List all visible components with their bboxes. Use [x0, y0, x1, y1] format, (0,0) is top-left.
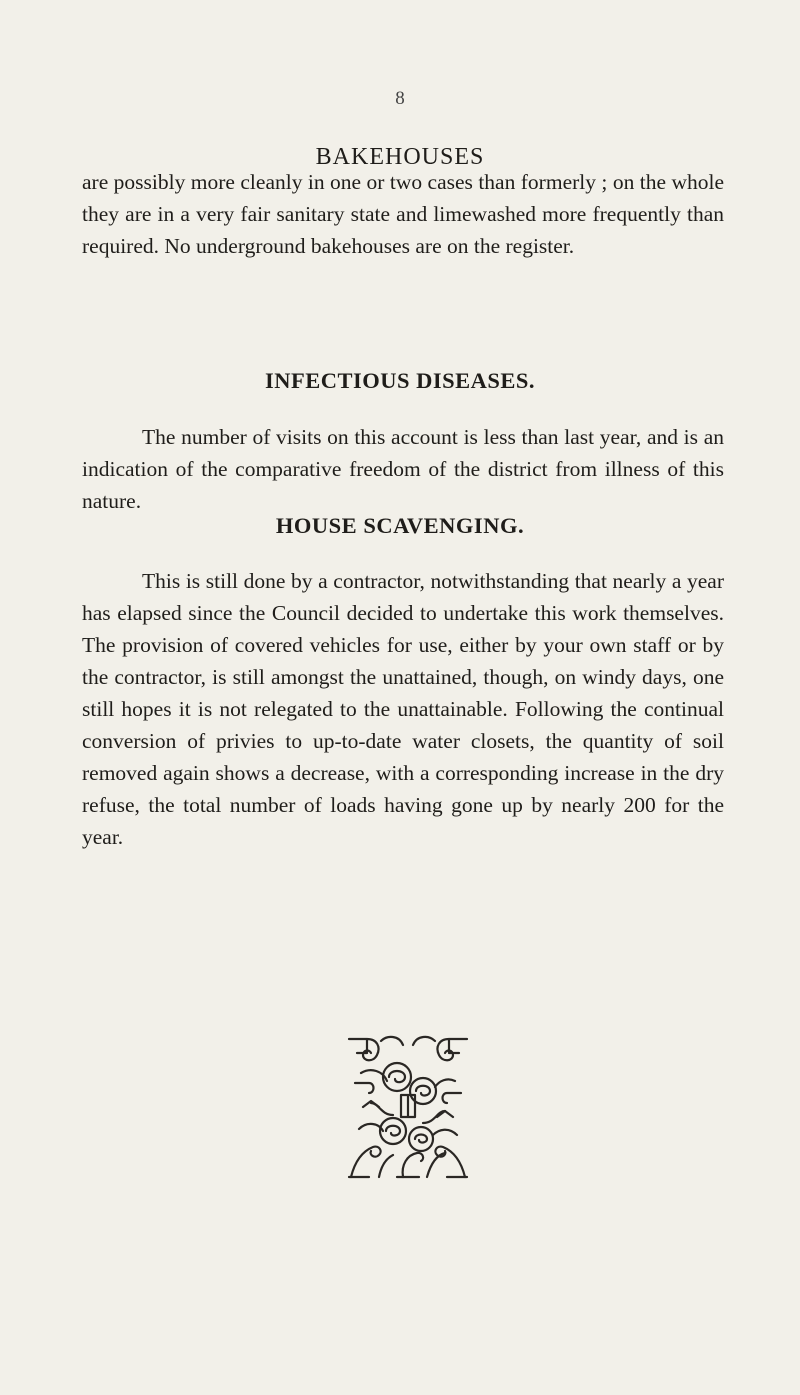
running-head: BAKEHOUSES	[315, 144, 485, 170]
tailpiece-ornament-icon	[341, 1033, 475, 1181]
bakehouses-paragraph: are possibly more cleanly in one or two cases than formerly ; on the whole they are in a very fair sanitary state and limewashed more frequently than required. No underground bakehouses are on the register.	[82, 170, 724, 258]
page-number: 8	[395, 88, 405, 109]
infectious-diseases-heading: INFECTIOUS DISEASES.	[264, 368, 536, 393]
house-scavenging-paragraph: This is still done by a contractor, notwithstanding that nearly a year has elapsed since the Council decided to undertake this work themselves. The provision of covered vehicles for use, either by your own staff or by the contractor, is still amongst the unattained, though, on windy days, one still hopes it is not relegated to the unattainable. Following the continual conversion of privies to up-to-date water closets, the quantity of soil removed again shows a decrease, with a corresponding increase in the dry refuse, the total number of loads having gone up by nearly 200 for the year.	[82, 569, 724, 849]
house-scavenging-heading: HOUSE SCAVENGING.	[275, 513, 525, 538]
infectious-diseases-paragraph: The number of visits on this account is less than last year, and is an indication of the comparative freedom of the district from illness of this nature.	[82, 425, 724, 513]
